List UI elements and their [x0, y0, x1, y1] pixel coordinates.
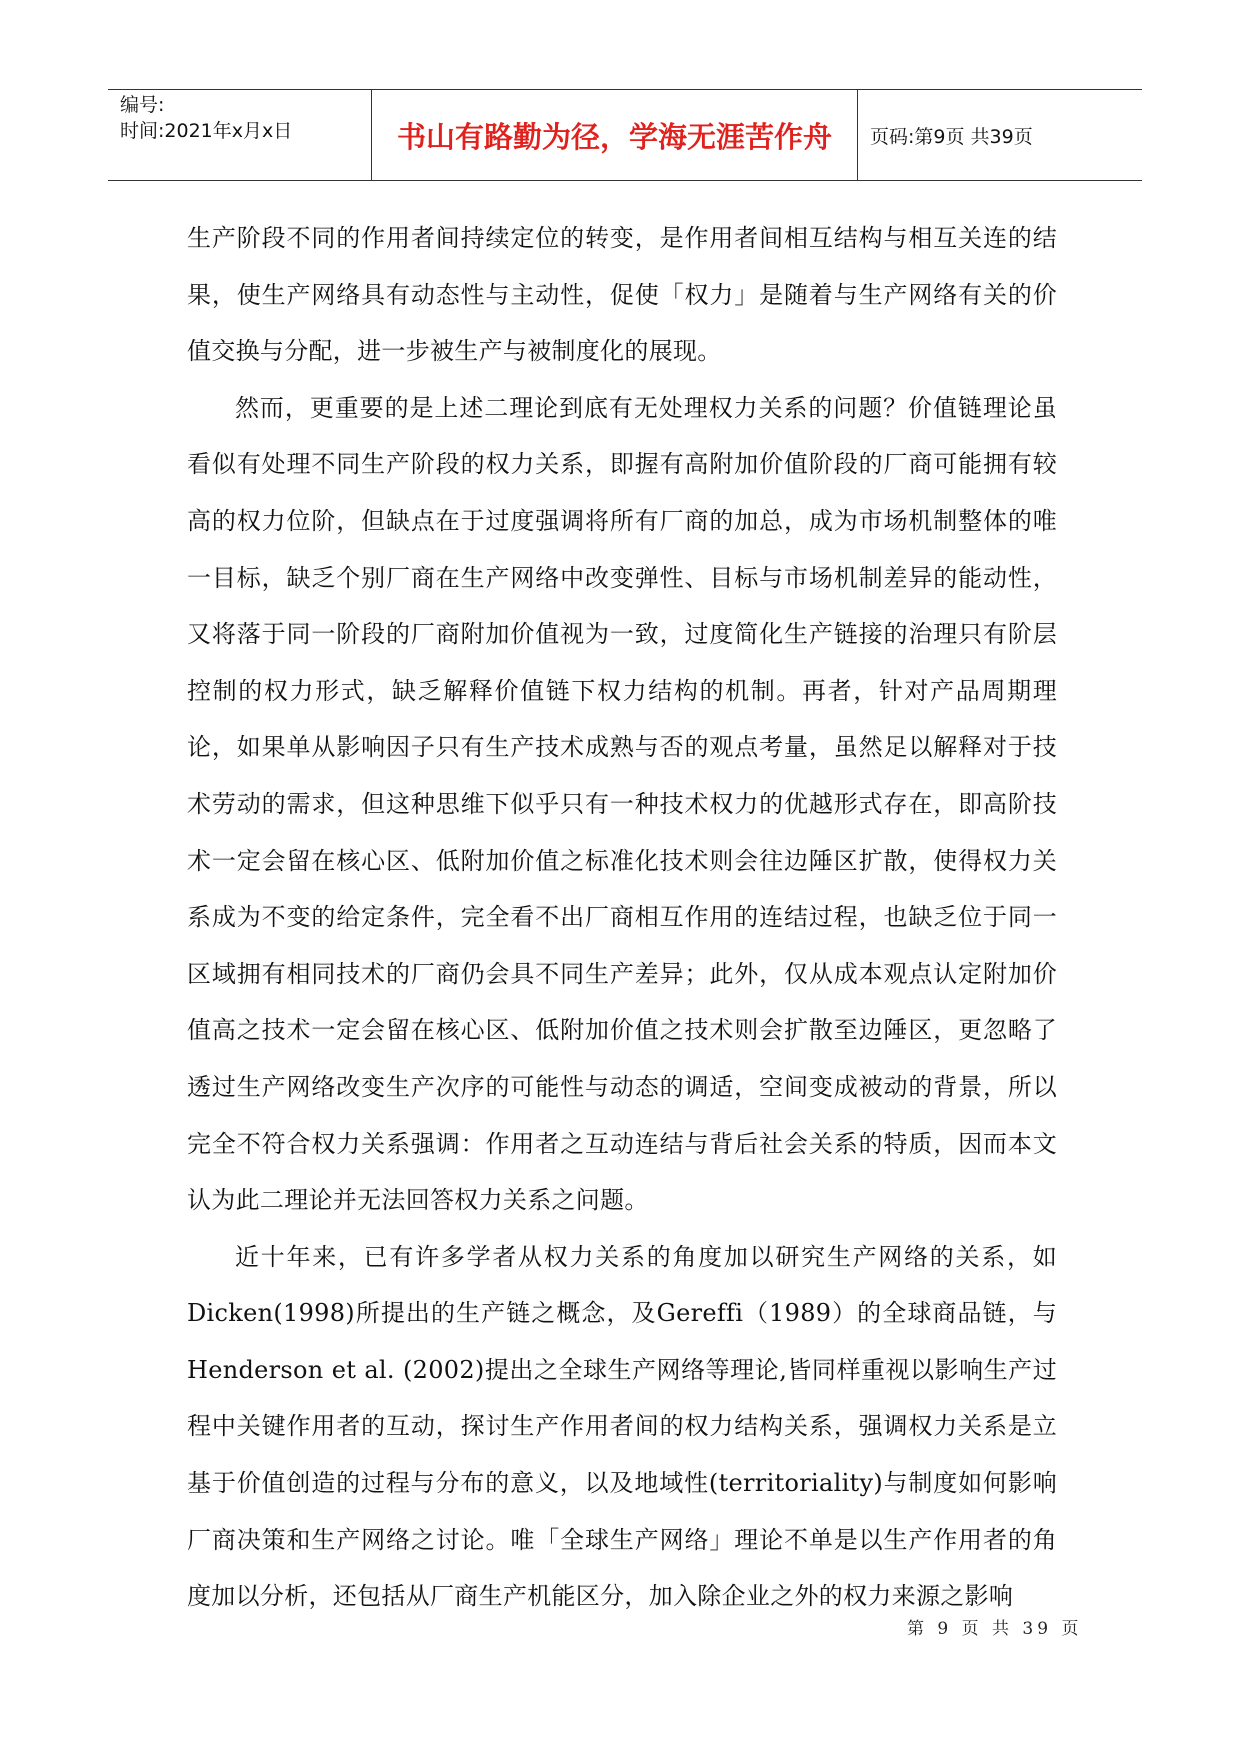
- page-footer: 第 9 页 共 39 页: [907, 1619, 1083, 1639]
- header-page-info: 页码:第9页 共39页: [870, 125, 1033, 148]
- header-motto: 书山有路勤为径，学海无涯苦作舟: [372, 90, 858, 180]
- paragraph: 近十年来，已有许多学者从权力关系的角度加以研究生产网络的关系，如Dicken(1998)所提出的生产链之概念，及Gereffi（1989）的全球商品链，与Henderson et al. (2002)提出之全球生产网络等理论,皆同样重视以影响生产过程中关键作用者的互动，探讨生产作用者间的权力结构关系，强调权力关系是立基于价值创造的过程与分布的意义，以及地域性(territoriality)与制度如何影响厂商决策和生产网络之讨论。唯「全球生产网络」理论不单是以生产作用者的角度加以分析，还包括从厂商生产机能区分，加入除企业之外的权力来源之影响: [187, 1242, 1057, 1611]
- paragraph: 生产阶段不同的作用者间持续定位的转变，是作用者间相互结构与相互关连的结果，使生产网络具有动态性与主动性，促使「权力」是随着与生产网络有关的价值交换与分配，进一步被生产与被制度化的展现。: [187, 224, 1057, 366]
- document-time-label: 时间:2021年x月x日: [120, 120, 293, 142]
- document-number-label: 编号:: [120, 94, 165, 116]
- document-body: [187, 210, 1057, 1625]
- header-meta: [108, 90, 372, 180]
- paragraph: 然而，更重要的是上述二理论到底有无处理权力关系的问题？价值链理论虽看似有处理不同生产阶段的权力关系，即握有高附加价值阶段的厂商可能拥有较高的权力位阶，但缺点在于过度强调将所有厂商的加总，成为市场机制整体的唯一目标，缺乏个别厂商在生产网络中改变弹性、目标与市场机制差异的能动性，又将落于同一阶段的厂商附加价值视为一致，过度简化生产链接的治理只有阶层控制的权力形式，缺乏解释价值链下权力结构的机制。再者，针对产品周期理论，如果单从影响因子只有生产技术成熟与否的观点考量，虽然足以解释对于技术劳动的需求，但这种思维下似乎只有一种技术权力的优越形式存在，即高阶技术一定会留在核心区、低附加价值之标准化技术则会往边陲区扩散，使得权力关系成为不变的给定条件，完全看不出厂商相互作用的连结过程，也缺乏位于同一区域拥有相同技术的厂商仍会具不同生产差异；此外，仅从成本观点认定附加价值高之技术一定会留在核心区、低附加价值之技术则会扩散至边陲区，更忽略了透过生产网络改变生产次序的可能性与动态的调适，空间变成被动的背景，所以完全不符合权力关系强调：作用者之互动连结与背后社会关系的特质，因而本文认为此二理论并无法回答权力关系之问题。: [187, 393, 1057, 1215]
- page-header: [108, 89, 1142, 181]
